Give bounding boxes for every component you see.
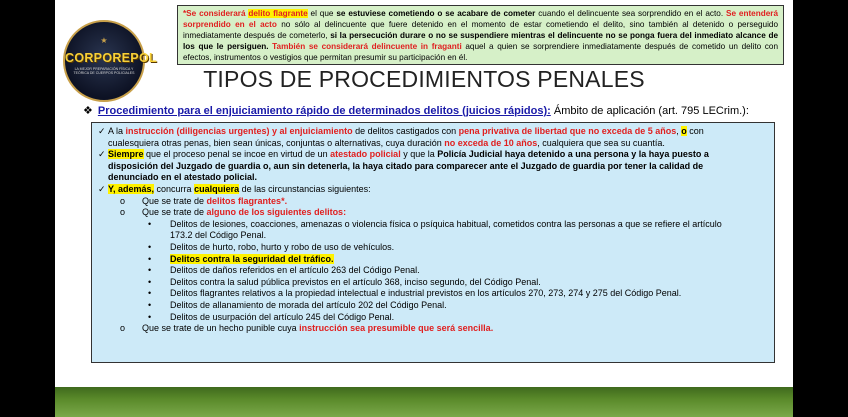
bullet-icon: • xyxy=(148,253,152,264)
slide-title: TIPOS DE PROCEDIMIENTOS PENALES xyxy=(203,66,645,92)
offense-item-cont: 173.2 del Código Penal. xyxy=(170,230,267,241)
note-text: aquel a quien se sorprendiere inmediatamente después de cometido un delito con efectos, instrumentos o vestigios que permitan presumir su participación en él. xyxy=(183,42,778,62)
text: instrucción sea presumible que será sencilla. xyxy=(299,323,494,334)
offense-item xyxy=(98,300,768,312)
text: Delitos de lesiones, coacciones, amenazas o violencia física o psíquica habitual, cometidos contra las personas a que se refiere el artículo xyxy=(170,218,722,229)
offense-item xyxy=(98,312,768,324)
check-icon: ✓ xyxy=(98,149,106,160)
text: Delitos de usurpación del artículo 245 del Código Penal. xyxy=(170,311,395,322)
scope-box xyxy=(91,122,775,363)
text: y que la xyxy=(400,149,438,160)
circle-bullet-icon: o xyxy=(120,323,126,334)
bullet-icon: • xyxy=(148,265,152,276)
text: instrucción (diligencias urgentes) y al enjuiciamiento xyxy=(125,126,353,136)
text: atestado policial xyxy=(330,149,401,160)
text: Que se trate de xyxy=(142,207,207,218)
offense-item xyxy=(98,219,768,231)
check-icon: ✓ xyxy=(98,126,106,136)
text: cualquiera xyxy=(194,183,240,194)
offense-item xyxy=(98,265,768,277)
footer-bar xyxy=(55,387,793,417)
text: Delitos flagrantes relativos a la propiedad intelectual e industrial previstos en los artículos 270, 273, 274 y 275 del Código Penal. xyxy=(170,288,682,299)
check-icon: ✓ xyxy=(98,183,106,194)
criterion-2-cont: disposición del Juzgado de guardia o, aun sin detenerla, la haya citado para comparecer ante el Juzgado de guardia por tener la calidad de xyxy=(108,160,704,171)
text: Delitos contra la seguridad del tráfico. xyxy=(170,253,334,264)
circle-bullet-icon: o xyxy=(120,195,126,206)
offense-item xyxy=(98,277,768,289)
note-text: delito flagrante xyxy=(248,9,308,18)
diamond-bullet-icon: ❖ xyxy=(83,105,93,117)
bullet-icon: • xyxy=(148,276,152,287)
flagrant-definition-note xyxy=(177,5,784,65)
logo-subtitle: LA MEJOR PREPARACIÓN FÍSICA Y TEÓRICA DE CUERPOS POLICIALES xyxy=(73,67,135,75)
note-text: cuando el delincuente sea sorprendido en el acto. xyxy=(535,9,726,18)
note-text: se estuviese cometiendo o se acabare de cometer xyxy=(336,9,536,18)
text: de las circunstancias siguientes: xyxy=(239,183,371,194)
scope-text: Ámbito de aplicación (art. 795 LECrim.): xyxy=(550,105,749,117)
bullet-icon: • xyxy=(148,241,152,252)
text: delitos flagrantes*. xyxy=(206,195,288,206)
note-text: Se entenderá sorprendido en el acto xyxy=(183,9,779,29)
bullet-icon: • xyxy=(148,311,152,322)
note-text: no sólo al delincuente que fuere detenido en el momento de estar cometiendo el delito, sino también al detenido o perseguido inmediatamente después de cometerlo, xyxy=(183,20,779,40)
text: que el proceso penal se incoe en virtud de un xyxy=(143,149,331,160)
note-text: si la persecución durare o no se suspendiere mientras el delincuente no se ponga fuera del inmediato alcance de los que le persiguen. xyxy=(183,31,779,51)
offense-item xyxy=(98,242,768,254)
logo-text: CORPOREPOL xyxy=(65,51,157,65)
offense-item xyxy=(98,288,768,300)
text: de delitos castigados con xyxy=(352,126,459,136)
text: Policía Judicial haya detenido a una persona y la haya puesto a xyxy=(437,149,709,160)
text: Que se trate de un hecho punible cuya xyxy=(142,323,300,334)
text: Delitos de daños referidos en el artículo 263 del Código Penal. xyxy=(170,265,420,276)
text: Que se trate de xyxy=(142,195,207,206)
bullet-icon: • xyxy=(148,299,152,310)
text: Delitos de allanamiento de morada del artículo 202 del Código Penal. xyxy=(170,299,447,310)
circumstance-3 xyxy=(98,323,768,335)
text: A la xyxy=(108,126,126,136)
note-text: También se considerará delincuente in fraganti xyxy=(268,42,462,51)
text: o xyxy=(681,126,687,136)
criterion-1 xyxy=(98,126,768,138)
text: Siempre xyxy=(108,149,144,160)
star-icon: ★ xyxy=(100,36,108,45)
text: cualesquiera otras penas, bien sean únicas, conjuntas o alternativas, cuya duración xyxy=(108,137,445,148)
circle-bullet-icon: o xyxy=(120,207,126,218)
text: Delitos de hurto, robo, hurto y robo de uso de vehículos. xyxy=(170,241,395,252)
text: no exceda de 10 años xyxy=(444,137,538,148)
subheading xyxy=(83,104,749,117)
text: concurra xyxy=(154,183,195,194)
text: con xyxy=(686,126,704,136)
procedure-heading: Procedimiento para el enjuiciamiento rápido de determinados delitos (juicios rápidos): xyxy=(97,105,551,117)
offense-item xyxy=(98,254,768,266)
slide xyxy=(55,0,793,417)
circumstance-1 xyxy=(98,196,768,208)
criterion-2 xyxy=(98,149,768,161)
circumstance-2 xyxy=(98,207,768,219)
criterion-1-cont xyxy=(98,138,768,150)
text: Y, además, xyxy=(108,183,155,194)
note-text: *Se considerará xyxy=(183,9,249,18)
bullet-icon: • xyxy=(148,218,152,229)
criterion-3 xyxy=(98,184,768,196)
text: pena privativa de libertad que no exceda de 5 años xyxy=(458,126,677,136)
bullet-icon: • xyxy=(148,288,152,299)
note-text: el que xyxy=(307,9,337,18)
text: , cualquiera que sea su cuantía. xyxy=(537,137,665,148)
text: , xyxy=(676,126,682,136)
text: alguno de los siguientes delitos: xyxy=(206,207,347,218)
text: Delitos contra la salud pública previstos en el artículo 368, inciso segundo, del Código Penal. xyxy=(170,276,541,287)
criterion-2-cont: denunciado en el atestado policial. xyxy=(108,172,258,183)
